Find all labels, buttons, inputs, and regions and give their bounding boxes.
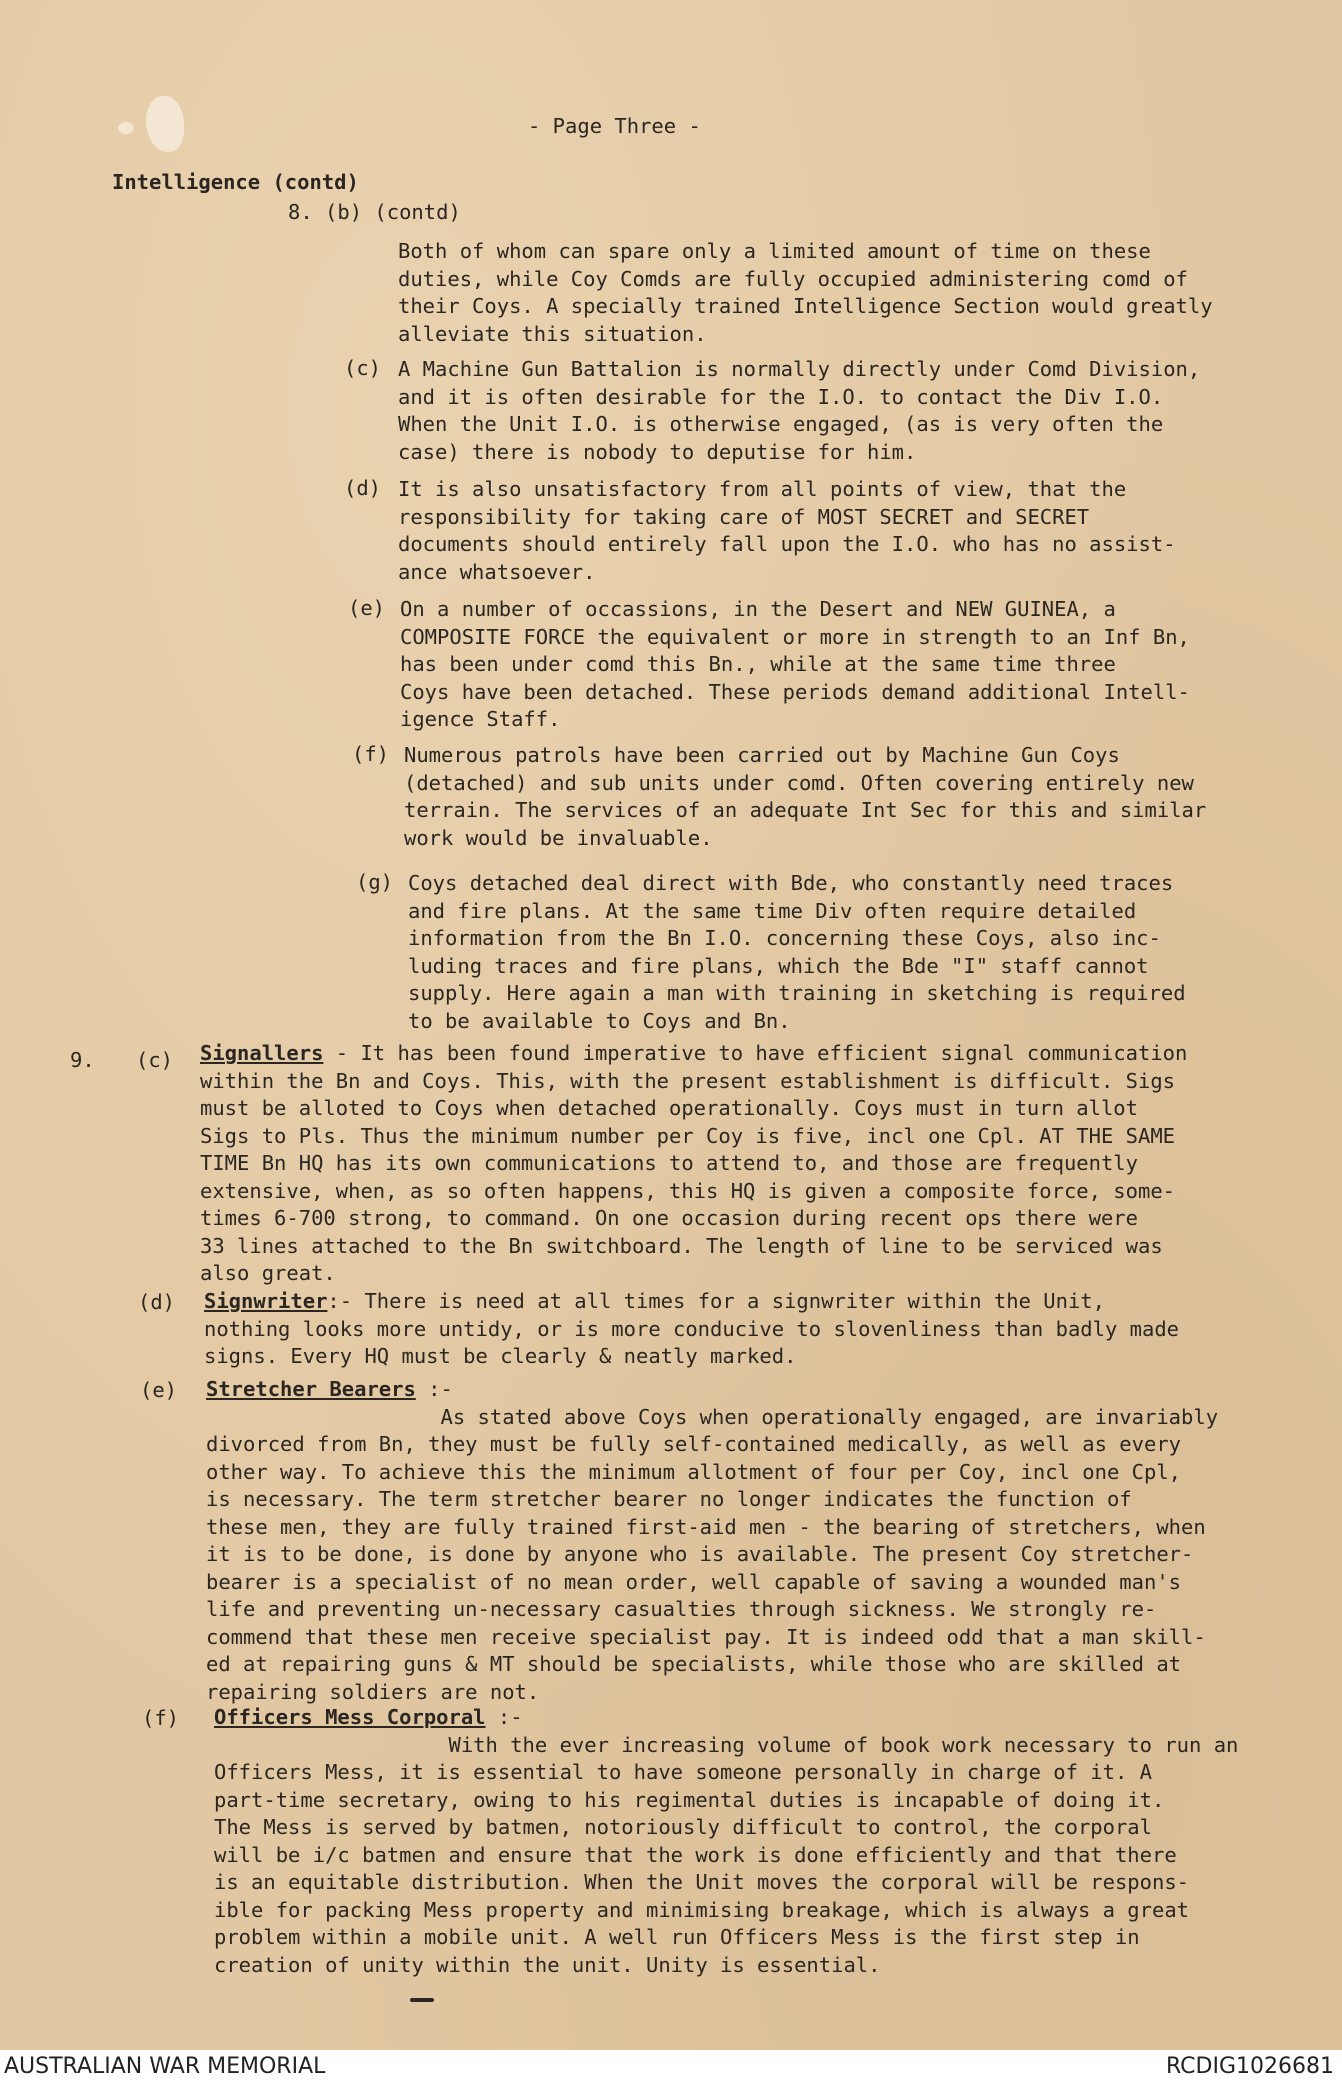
paragraph-g: [408, 870, 1186, 1035]
paragraph-line: Both of whom can spare only a limited amount of time on these: [398, 239, 1151, 263]
item-line: Sigs to Pls. Thus the minimum number per Coy is five, incl one Cpl. AT THE SAME: [200, 1123, 1176, 1148]
page-heading: - Page Three -: [528, 114, 701, 138]
item-label: (d): [138, 1290, 176, 1314]
item-line: problem within a mobile unit. A well run Officers Mess is the first step in: [214, 1925, 1140, 1949]
item-line: The Mess is served by batmen, notoriously difficult to control, the corporal: [214, 1815, 1152, 1839]
paragraph-line: Coys detached deal direct with Bde, who constantly need traces: [408, 871, 1174, 895]
item-line: also great.: [200, 1261, 336, 1285]
item-separator: -: [323, 1041, 361, 1065]
item-first-text: It has been found imperative to have efficient signal communication: [360, 1041, 1188, 1065]
item-line: Officers Mess, it is essential to have someone personally in charge of it. A: [214, 1760, 1152, 1784]
paragraph-line: information from the Bn I.O. concerning these Coys, also inc-: [408, 926, 1161, 950]
item-line: creation of unity within the unit. Unity is essential.: [214, 1952, 881, 1977]
paragraph-line: Numerous patrols have been carried out by Machine Gun Coys: [404, 743, 1120, 767]
paragraph-line: and it is often desirable for the I.O. to contact the Div I.O.: [398, 384, 1164, 409]
item-line: extensive, when, as so often happens, this HQ is given a composite force, some-: [200, 1178, 1176, 1203]
item-line: divorced from Bn, they must be fully self-contained medically, as well as every: [206, 1432, 1182, 1456]
item-label: (c): [136, 1048, 174, 1072]
paragraph-line: ance whatsoever.: [398, 559, 596, 584]
paragraph-c: [398, 356, 1200, 466]
item-officers-mess-corporal: [214, 1704, 1238, 1979]
paragraph-line: terrain. The services of an adequate Int Sec for this and similar: [404, 798, 1207, 822]
item-line: bearer is a specialist of no mean order, well capable of saving a wounded man's: [206, 1569, 1182, 1594]
paragraph-line: COMPOSITE FORCE the equivalent or more in strength to an Inf Bn,: [400, 624, 1190, 649]
paragraph-line: alleviate this situation.: [398, 321, 707, 346]
paragraph-label: (g): [356, 870, 394, 894]
footer: [0, 2050, 1342, 2082]
paragraph-line: responsibility for taking care of MOST SECRET and SECRET: [398, 504, 1090, 529]
item-line: signs. Every HQ must be clearly & neatly marked.: [204, 1344, 797, 1368]
item-first-line: [204, 1288, 1179, 1316]
item-first-line: [206, 1376, 1218, 1404]
item-line: nothing looks more untidy, or is more conducive to slovenliness than badly made: [204, 1316, 1180, 1341]
item-title: Stretcher Bearers: [206, 1377, 416, 1401]
footer-record-id: RCDIG1026681: [1165, 2054, 1334, 2079]
paragraph-line: It is also unsatisfactory from all points of view, that the: [398, 477, 1127, 501]
item-line: is an equitable distribution. When the Unit moves the corporal will be respons-: [214, 1870, 1190, 1894]
item-first-text: There is need at all times for a signwriter within the Unit,: [364, 1289, 1105, 1313]
item-stretcher-bearers: [206, 1376, 1218, 1706]
item-title: Officers Mess Corporal: [214, 1705, 486, 1729]
item-line: part-time secretary, owing to his regimental duties is incapable of doing it.: [214, 1787, 1165, 1812]
paragraph-line: to be available to Coys and Bn.: [408, 1008, 791, 1033]
paragraph-line: documents should entirely fall upon the I.O. who has no assist-: [398, 532, 1176, 556]
item-label: (e): [140, 1378, 178, 1402]
section-title: Intelligence (contd): [112, 170, 359, 194]
paragraph-line: their Coys. A specially trained Intelligence Section would greatly: [398, 294, 1213, 318]
item-line: commend that these men receive specialist pay. It is indeed odd that a man skill-: [206, 1624, 1206, 1649]
item-line: will be i/c batmen and ensure that the work is done efficiently and that there: [214, 1842, 1177, 1867]
item-line: must be alloted to Coys when detached operationally. Coys must in turn allot: [200, 1096, 1138, 1120]
item-line: within the Bn and Coys. This, with the present establishment is difficult. Sigs: [200, 1068, 1176, 1093]
item-signallers: [200, 1040, 1187, 1288]
item-line: other way. To achieve this the minimum allotment of four per Coy, incl one Cpl,: [206, 1459, 1182, 1484]
item-line: times 6-700 strong, to command. On one occasion during recent ops there were: [200, 1206, 1138, 1230]
item-signwriter: [204, 1288, 1179, 1371]
paragraph-line: work would be invaluable.: [404, 825, 713, 850]
item-line: ed at repairing guns & MT should be specialists, while those who are skilled at: [206, 1652, 1182, 1676]
section-number: 8. (b) (contd): [288, 200, 461, 224]
paragraph-d: [398, 476, 1176, 586]
paragraph-label: (c): [344, 356, 382, 380]
paragraph-line: and fire plans. At the same time Div often require detailed: [408, 898, 1137, 923]
item-first-line: [214, 1704, 1238, 1732]
paragraph-label: (d): [344, 476, 382, 500]
item-line: life and preventing un-necessary casualties through sickness. We strongly re-: [206, 1597, 1157, 1621]
paragraph-line: igence Staff.: [400, 707, 561, 731]
paragraph-label: (e): [348, 596, 386, 620]
footer-institution: AUSTRALIAN WAR MEMORIAL: [4, 2054, 326, 2079]
item-line: As stated above Coys when operationally engaged, are invariably: [206, 1404, 1219, 1429]
item-separator: :-: [327, 1289, 365, 1313]
item-line: it is to be done, is done by anyone who is available. The present Coy stretcher-: [206, 1542, 1194, 1566]
paragraph-f: [404, 742, 1206, 852]
paragraph-e: [400, 596, 1190, 734]
item-separator: :-: [415, 1377, 453, 1401]
paragraph-line: case) there is nobody to deputise for him.: [398, 439, 917, 464]
section-9-number: 9.: [70, 1048, 95, 1072]
paragraph-line: has been under comd this Bn., while at the same time three: [400, 652, 1116, 676]
paragraph-label: (f): [352, 742, 390, 766]
item-line: these men, they are fully trained first-aid men - the bearing of stretchers, when: [206, 1514, 1206, 1539]
item-line: repairing soldiers are not.: [206, 1679, 540, 1704]
paragraph-line: When the Unit I.O. is otherwise engaged, (as is very often the: [398, 412, 1164, 436]
paragraph-line: On a number of occassions, in the Desert and NEW GUINEA, a: [400, 597, 1116, 621]
item-line: ible for packing Mess property and minimising breakage, which is always a great: [214, 1897, 1190, 1922]
item-title: Signallers: [200, 1041, 324, 1065]
item-separator: :-: [485, 1705, 523, 1729]
paragraph-b-continued: [398, 238, 1213, 348]
item-line: With the ever increasing volume of book work necessary to run an: [214, 1732, 1239, 1757]
paragraph-line: A Machine Gun Battalion is normally directly under Comd Division,: [398, 357, 1201, 381]
end-mark: [410, 1998, 434, 2002]
item-first-line: [200, 1040, 1187, 1068]
item-label: (f): [142, 1706, 180, 1730]
item-line: 33 lines attached to the Bn switchboard. The length of line to be serviced was: [200, 1233, 1163, 1258]
paragraph-line: supply. Here again a man with training in sketching is required: [408, 981, 1186, 1005]
item-title: Signwriter: [204, 1289, 328, 1313]
item-line: TIME Bn HQ has its own communications to attend to, and those are frequently: [200, 1151, 1138, 1175]
paragraph-line: Coys have been detached. These periods demand additional Intell-: [400, 679, 1190, 704]
paragraph-line: (detached) and sub units under comd. Often covering entirely new: [404, 770, 1194, 795]
paragraph-line: luding traces and fire plans, which the Bde "I" staff cannot: [408, 953, 1149, 978]
paragraph-line: duties, while Coy Comds are fully occupied administering comd of: [398, 266, 1188, 291]
item-line: is necessary. The term stretcher bearer no longer indicates the function of: [206, 1487, 1132, 1511]
